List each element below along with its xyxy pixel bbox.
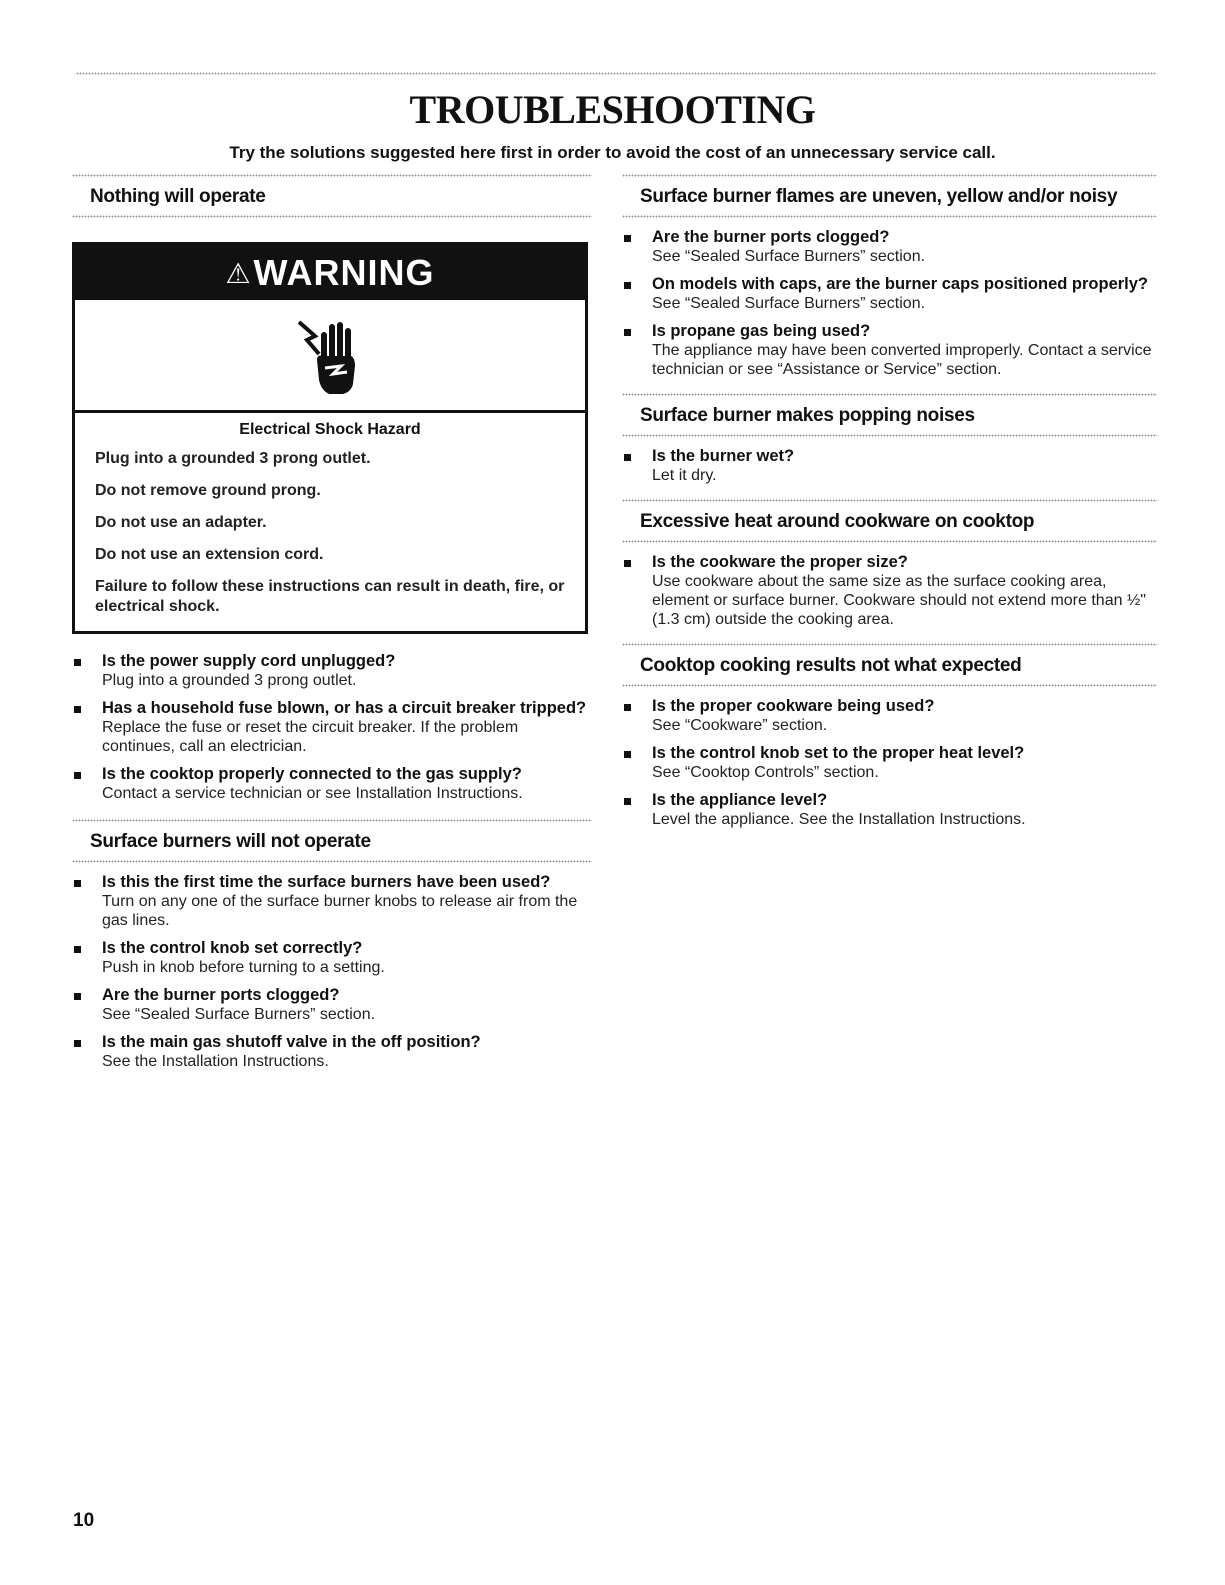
hand-shock-icon — [295, 310, 365, 400]
answer: Use cookware about the same size as the surface cooking area, element or surface burner. Cookware should not extend more than ½" (1.3 cm) outside the cooking area. — [652, 573, 1146, 628]
list-item — [72, 699, 592, 756]
section-heading: Excessive heat around cookware on cooktop — [622, 497, 1157, 543]
section-popping-noises — [622, 391, 1157, 485]
list-item — [622, 791, 1157, 829]
item-list — [72, 873, 592, 1071]
warning-body — [75, 413, 585, 631]
section-heading: Surface burner makes popping noises — [622, 391, 1157, 437]
answer: Level the appliance. See the Installation Instructions. — [652, 811, 1026, 828]
section-heading: Surface burner flames are uneven, yellow and/or noisy — [622, 172, 1157, 218]
question: Are the burner ports clogged? — [102, 986, 340, 1004]
list-item — [622, 447, 1157, 485]
top-rule — [76, 72, 1156, 75]
warning-line: Failure to follow these instructions can result in death, fire, or electrical shock. — [95, 578, 565, 615]
warning-line: Do not remove ground prong. — [95, 482, 321, 499]
question: Is the control knob set to the proper heat level? — [652, 744, 1025, 762]
item-list — [622, 553, 1157, 629]
section-flames-uneven — [622, 172, 1157, 379]
warning-triangle-icon: ⚠ — [225, 258, 252, 289]
list-item — [72, 652, 592, 690]
page-title: TROUBLESHOOTING — [409, 87, 816, 132]
item-list — [622, 697, 1157, 829]
list-item — [72, 873, 592, 930]
answer: Let it dry. — [652, 467, 717, 484]
question: Are the burner ports clogged? — [652, 228, 890, 246]
answer: Plug into a grounded 3 prong outlet. — [102, 672, 357, 689]
question: Is the cookware the proper size? — [652, 553, 908, 571]
answer: See “Sealed Surface Burners” section. — [652, 248, 926, 265]
question: Is the main gas shutoff valve in the off position? — [102, 1033, 481, 1051]
shock-hazard-icon — [75, 300, 585, 413]
question: Is propane gas being used? — [652, 322, 871, 340]
list-item — [622, 553, 1157, 629]
answer: The appliance may have been converted improperly. Contact a service technician or see “Assistance or Service” section. — [652, 342, 1152, 378]
section-excessive-heat — [622, 497, 1157, 629]
question: On models with caps, are the burner caps positioned properly? — [652, 275, 1149, 293]
list-item — [622, 744, 1157, 782]
section-surface-burners-will-not-operate — [72, 817, 592, 1071]
item-list — [72, 652, 592, 803]
list-item — [622, 228, 1157, 266]
question: Is the control knob set correctly? — [102, 939, 363, 957]
list-item — [72, 939, 592, 977]
right-column — [622, 172, 1157, 838]
question: Has a household fuse blown, or has a circuit breaker tripped? — [102, 699, 587, 717]
section-heading: Nothing will operate — [72, 172, 592, 218]
list-item — [72, 986, 592, 1024]
list-item — [72, 765, 592, 803]
page-number: 10 — [73, 1510, 95, 1531]
section-heading: Surface burners will not operate — [72, 817, 592, 863]
question: Is the appliance level? — [652, 791, 828, 809]
question: Is the cooktop properly connected to the gas supply? — [102, 765, 522, 783]
item-list — [622, 228, 1157, 379]
left-column — [72, 172, 592, 1080]
answer: See “Sealed Surface Burners” section. — [102, 1006, 376, 1023]
warning-line: Plug into a grounded 3 prong outlet. — [95, 450, 371, 467]
warning-line: Do not use an adapter. — [95, 514, 267, 531]
answer: Replace the fuse or reset the circuit breaker. If the problem continues, call an electrician. — [102, 719, 519, 755]
answer: See “Sealed Surface Burners” section. — [652, 295, 926, 312]
warning-box — [72, 242, 588, 634]
question: Is the power supply cord unplugged? — [102, 652, 396, 670]
warning-hazard: Electrical Shock Hazard — [239, 421, 421, 438]
warning-line: Do not use an extension cord. — [95, 546, 324, 563]
answer: See “Cooktop Controls” section. — [652, 764, 879, 781]
section-heading: Cooktop cooking results not what expected — [622, 641, 1157, 687]
item-list — [622, 447, 1157, 485]
question: Is this the first time the surface burners have been used? — [102, 873, 551, 891]
answer: See “Cookware” section. — [652, 717, 828, 734]
list-item — [72, 1033, 592, 1071]
question: Is the proper cookware being used? — [652, 697, 935, 715]
answer: Turn on any one of the surface burner knobs to release air from the gas lines. — [102, 893, 578, 929]
question: Is the burner wet? — [652, 447, 795, 465]
list-item — [622, 322, 1157, 379]
list-item — [622, 275, 1157, 313]
warning-header — [75, 245, 585, 300]
answer: See the Installation Instructions. — [102, 1053, 329, 1070]
section-nothing-will-operate — [72, 172, 592, 803]
answer: Push in knob before turning to a setting. — [102, 959, 385, 976]
answer: Contact a service technician or see Installation Instructions. — [102, 785, 523, 802]
warning-heading: WARNING — [253, 252, 435, 293]
section-cooking-results — [622, 641, 1157, 829]
page-subtitle: Try the solutions suggested here first in order to avoid the cost of an unnecessary service call. — [229, 143, 996, 162]
list-item — [622, 697, 1157, 735]
